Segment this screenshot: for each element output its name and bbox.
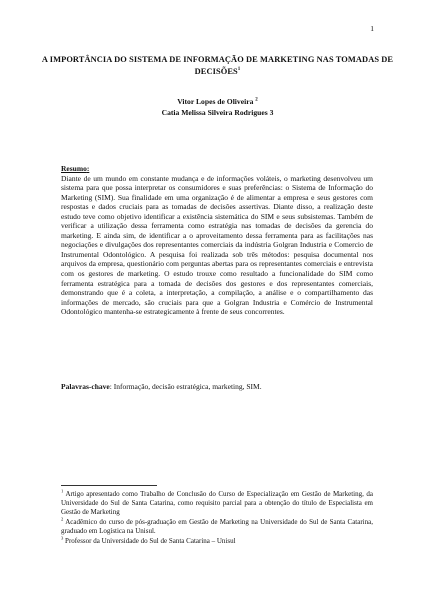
paper-title-text: A IMPORTÂNCIA DO SISTEMA DE INFORMAÇÃO DE MARKETING NAS TOMADAS DE DECISÕES [41,55,394,76]
footnote-3 [61,537,373,546]
footnote-1 [61,490,373,517]
keywords-label-text: Palavras-chave [61,382,110,391]
footnote-2-text: Acadêmico do curso de pós-graduação em Gestão de Marketing na Universidade do Sul de Santa Catarina, graduado em Logística na Unisul. [61,518,373,535]
author-1-marker: 2 [255,97,258,103]
footnote-3-text: Professor da Universidade do Sul de Santa Catarina – Unisul [65,537,236,545]
footnote-2-marker: 2 [61,516,64,522]
abstract-text: Diante de um mundo em constante mudança e de informações voláteis, o marketing desenvolveu um sistema para que possa interpretar os consumidores e suas preferências: o Sistema de Informação do Marketing (SIM). Sua finalidade em uma organização é de alimentar a empresa e seus gestores com respostas e dados cruciais para as tomadas de decisões assertivas. Diante disso, a realização deste estudo teve como objetivo identificar a existência sistemática do SIM e seus subsistemas. Também de verificar a utilização dessa ferramenta como estratégia nas tomadas de decisões da gerencia do marketing. E ainda sim, de identificar a o aproveitamento dessa ferramenta para as facilitações nas negociações e divulgações dos representantes comerciais da indústria Golgran Industria e Comercio de Instrumental Odontológico. A pesquisa foi realizada sob três métodos: pesquisa documental nos arquivos da empresa, questionário com perguntas abertas para os representantes comerciais e entrevista com os gestores de marketing. O estudo trouxe como resultado a funcionalidade do SIM como ferramenta estratégica para a tomada de decisões dos gestores e dos representantes comerciais, demonstrando que é a coleta, a interpretação, a compilação, a análise e o compartilhamento das informações de mercado, são cruciais para que a Golgran Industria e Comércio de Instrumental Odontológico mantenha-se estrategicamente à frente de seus concorrentes. [61,173,373,317]
author-list [40,97,395,118]
abstract [61,164,373,317]
title-footnote-marker: 1 [237,66,241,72]
keywords-label [61,382,110,391]
author-1-name: Vitor Lopes de Oliveira [177,97,254,106]
footnote-3-marker: 3 [61,535,64,541]
footnote-1-marker: 1 [61,488,64,494]
abstract-label: Resumo: [61,164,90,173]
author-2-name: Catia Melissa Silveira Rodrigues 3 [161,107,274,117]
footnote-1-text: Artigo apresentado como Trabalho de Conclusão do Curso de Especialização em Gestão de Marketing, da Universidade do Sul de Santa Catarina, como requisito parcial para a obtenção do título de Especialista em Gestão de Marketing [61,490,373,516]
footnote-divider [61,485,157,486]
footnotes [61,490,373,547]
abstract-label-text: Resumo [61,164,87,173]
author-2 [40,108,395,119]
page-number: 1 [370,24,374,33]
keywords: Palavras-chave: Informação, decisão estratégica, marketing, SIM. [61,382,262,391]
author-1 [40,97,395,108]
paper-title [40,54,395,77]
footnote-2 [61,518,373,536]
keywords-text: Informação, decisão estratégica, marketing, SIM. [113,382,262,391]
